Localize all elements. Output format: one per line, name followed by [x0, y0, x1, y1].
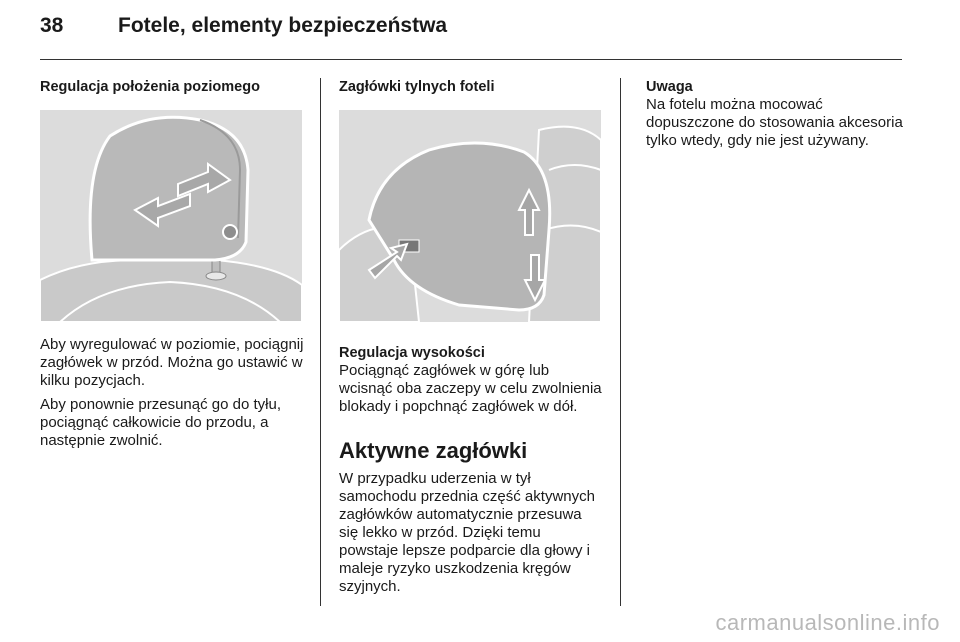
- note-text: Na fotelu można mocować dopuszczone do stosowania akcesoria tylko wtedy, gdy nie jest używany.: [646, 96, 903, 149]
- header-rule: [40, 59, 902, 60]
- chapter-title: Fotele, elementy bezpieczeństwa: [118, 14, 448, 37]
- section-heading-horizontal-adjustment: Regulacja położenia poziomego: [40, 79, 260, 95]
- paragraph: Aby wyregulować w poziomie, pociągnij zagłówek w przód. Można go ustawić w kilku pozycjach.: [40, 336, 304, 389]
- subheading-height-adjustment: Regulacja wysokości: [339, 345, 485, 361]
- column-2: [339, 78, 603, 596]
- page-number: 38: [40, 14, 64, 37]
- section-title-active-headrests: Aktywne zagłówki: [339, 438, 528, 463]
- paragraph: Aby ponownie przesunąć go do tyłu, pociągnąć całkowicie do przodu, a następnie zwolnić.: [40, 396, 281, 449]
- note-heading: Uwaga: [646, 79, 693, 95]
- column-3: [646, 78, 910, 150]
- column-divider: [320, 78, 321, 606]
- watermark: carmanualsonline.info: [715, 610, 940, 635]
- column-1: [40, 78, 304, 450]
- headrest-horizontal-illustration: [40, 110, 302, 322]
- section-heading-rear-headrests: Zagłówki tylnych foteli: [339, 79, 495, 95]
- column-divider: [620, 78, 621, 606]
- paragraph: W przypadku uderzenia w tył samochodu przednia część aktywnych zagłówków automatycznie przesuwa się lekko w przód. Dzięki temu powstaje lepsze podparcie dla głowy i maleje ryzyko uszkodzenia kręgów szyjnych.: [339, 470, 595, 595]
- rear-headrest-illustration: [339, 110, 601, 322]
- paragraph: Pociągnąć zagłówek w górę lub wcisnąć oba zaczepy w celu zwolnienia blokady i popchnąć zagłówek w dół.: [339, 362, 602, 415]
